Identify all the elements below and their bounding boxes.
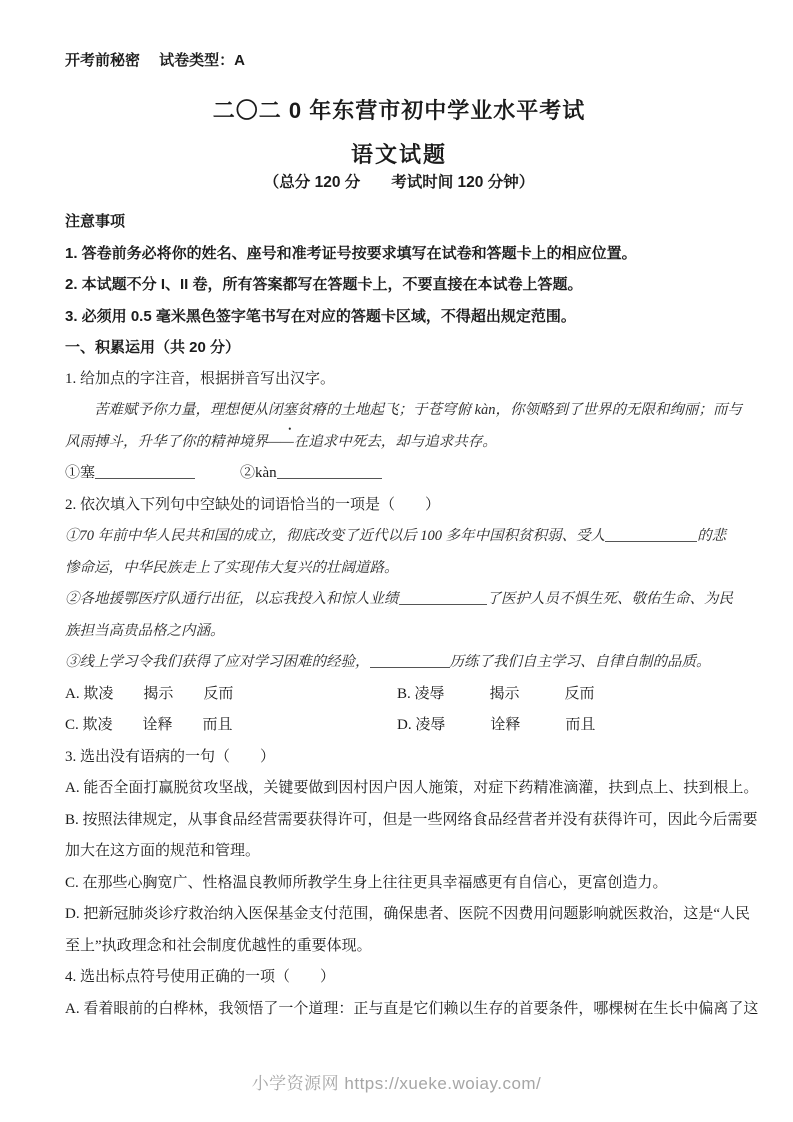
q3-option-d-line-1: D. 把新冠肺炎诊疗救治纳入医保基金支付范围，确保患者、医院不因费用问题影响就医救治，这是“人民	[65, 906, 750, 922]
q2-item-1-line-1: ①70 年前中华人民共和国的成立，彻底改变了近代以后 100 多年中国积贫积弱、受人 的悲	[65, 528, 727, 544]
q1-answer-blanks: ①塞 ②kàn	[65, 458, 733, 490]
answer-blank	[605, 527, 697, 542]
q4-heading: 4. 选出标点符号使用正确的一项（ ）	[65, 969, 336, 985]
q1-heading: 1. 给加点的字注音，根据拼音写出汉字。	[65, 370, 336, 387]
q2-item-2-line-2: 族担当高贵品格之内涵。	[65, 622, 225, 639]
answer-blank	[277, 464, 382, 479]
q2-options-row-1: A. 欺凌 揭示 反而 B. 凌辱 揭示 反而	[65, 685, 595, 702]
footer-watermark: 小学资源网 https://xueke.woiay.com/	[251, 1074, 542, 1093]
document-body	[65, 50, 759, 1025]
notice-item-1: 1. 答卷前务必将你的姓名、座号和准考证号按要求填写在试卷和答题卡上的相应位置。	[65, 244, 637, 262]
subject-title: 语文试题	[350, 142, 447, 167]
notice-heading: 注意事项	[65, 213, 126, 230]
q2-options-row-2: C. 欺凌 诠释 而且 D. 凌辱 诠释 而且	[65, 717, 596, 733]
answer-blank	[95, 464, 195, 479]
q1-passage-line-1: 苦难赋予你力量，理想便从闭塞贫瘠的土地起飞；于苍穹俯 kàn，你领略到了世界的无限和绚丽；而与	[65, 395, 733, 427]
answer-blank	[370, 653, 450, 668]
q2-item-1-line-2: 惨命运，中华民族走上了实现伟大复兴的壮阔道路。	[65, 559, 399, 576]
q3-option-a: A. 能否全面打赢脱贫攻坚战，关键要做到因村因户因人施策，对症下药精准滴灌，扶到点上、扶到根上。	[65, 780, 759, 796]
security-type-note: 开考前秘密 试卷类型：A	[65, 52, 246, 69]
q2-item-2-line-1: ②各地援鄂医疗队通行出征，以忘我投入和惊人业绩 了医护人员不惧生死、敬佑生命、为民	[65, 591, 733, 607]
q3-heading: 3. 选出没有语病的一句（ ）	[65, 748, 276, 765]
notice-item-2: 2. 本试题不分 I、II 卷，所有答案都写在答题卡上，不要直接在本试卷上答题。	[65, 276, 583, 293]
score-time-info: （总分 120 分 考试时间 120 分钟）	[263, 174, 535, 191]
q2-item-3: ③线上学习令我们获得了应对学习困难的经验， 历练了我们自主学习、自律自制的品质。	[65, 654, 711, 670]
q3-option-b-line-2: 加大在这方面的规范和管理。	[65, 843, 261, 859]
exam-title: 二〇二 0 年东营市初中学业水平考试	[212, 98, 586, 123]
q3-option-b-line-1: B. 按照法律规定，从事食品经营需要获得许可，但是一些网络食品经营者并没有获得许可，因此今后需要	[65, 811, 758, 828]
q1-passage-line-2: 风雨搏斗，升华了你的精神境界——在追求中死去，却与追求共存。	[65, 433, 497, 450]
q3-option-d-line-2: 至上”执政理念和社会制度优越性的重要体现。	[65, 937, 372, 954]
q3-option-c: C. 在那些心胸宽广、性格温良教师所教学生身上往往更具幸福感更有自信心，更富创造力。	[65, 874, 668, 891]
q2-heading: 2. 依次填入下列句中空缺处的词语恰当的一项是（ ）	[65, 496, 441, 513]
notice-item-3: 3. 必须用 0.5 毫米黑色签字笔书写在对应的答题卡区域，不得超出规定范围。	[65, 307, 576, 325]
section-1-heading: 一、积累运用（共 20 分）	[65, 339, 241, 356]
q4-option-a: A. 看着眼前的白桦林，我领悟了一个道理：正与直是它们赖以生存的首要条件，哪棵树在生长中偏离了这	[65, 1000, 759, 1017]
answer-blank	[399, 590, 487, 605]
emphasized-char: 塞	[282, 402, 297, 418]
